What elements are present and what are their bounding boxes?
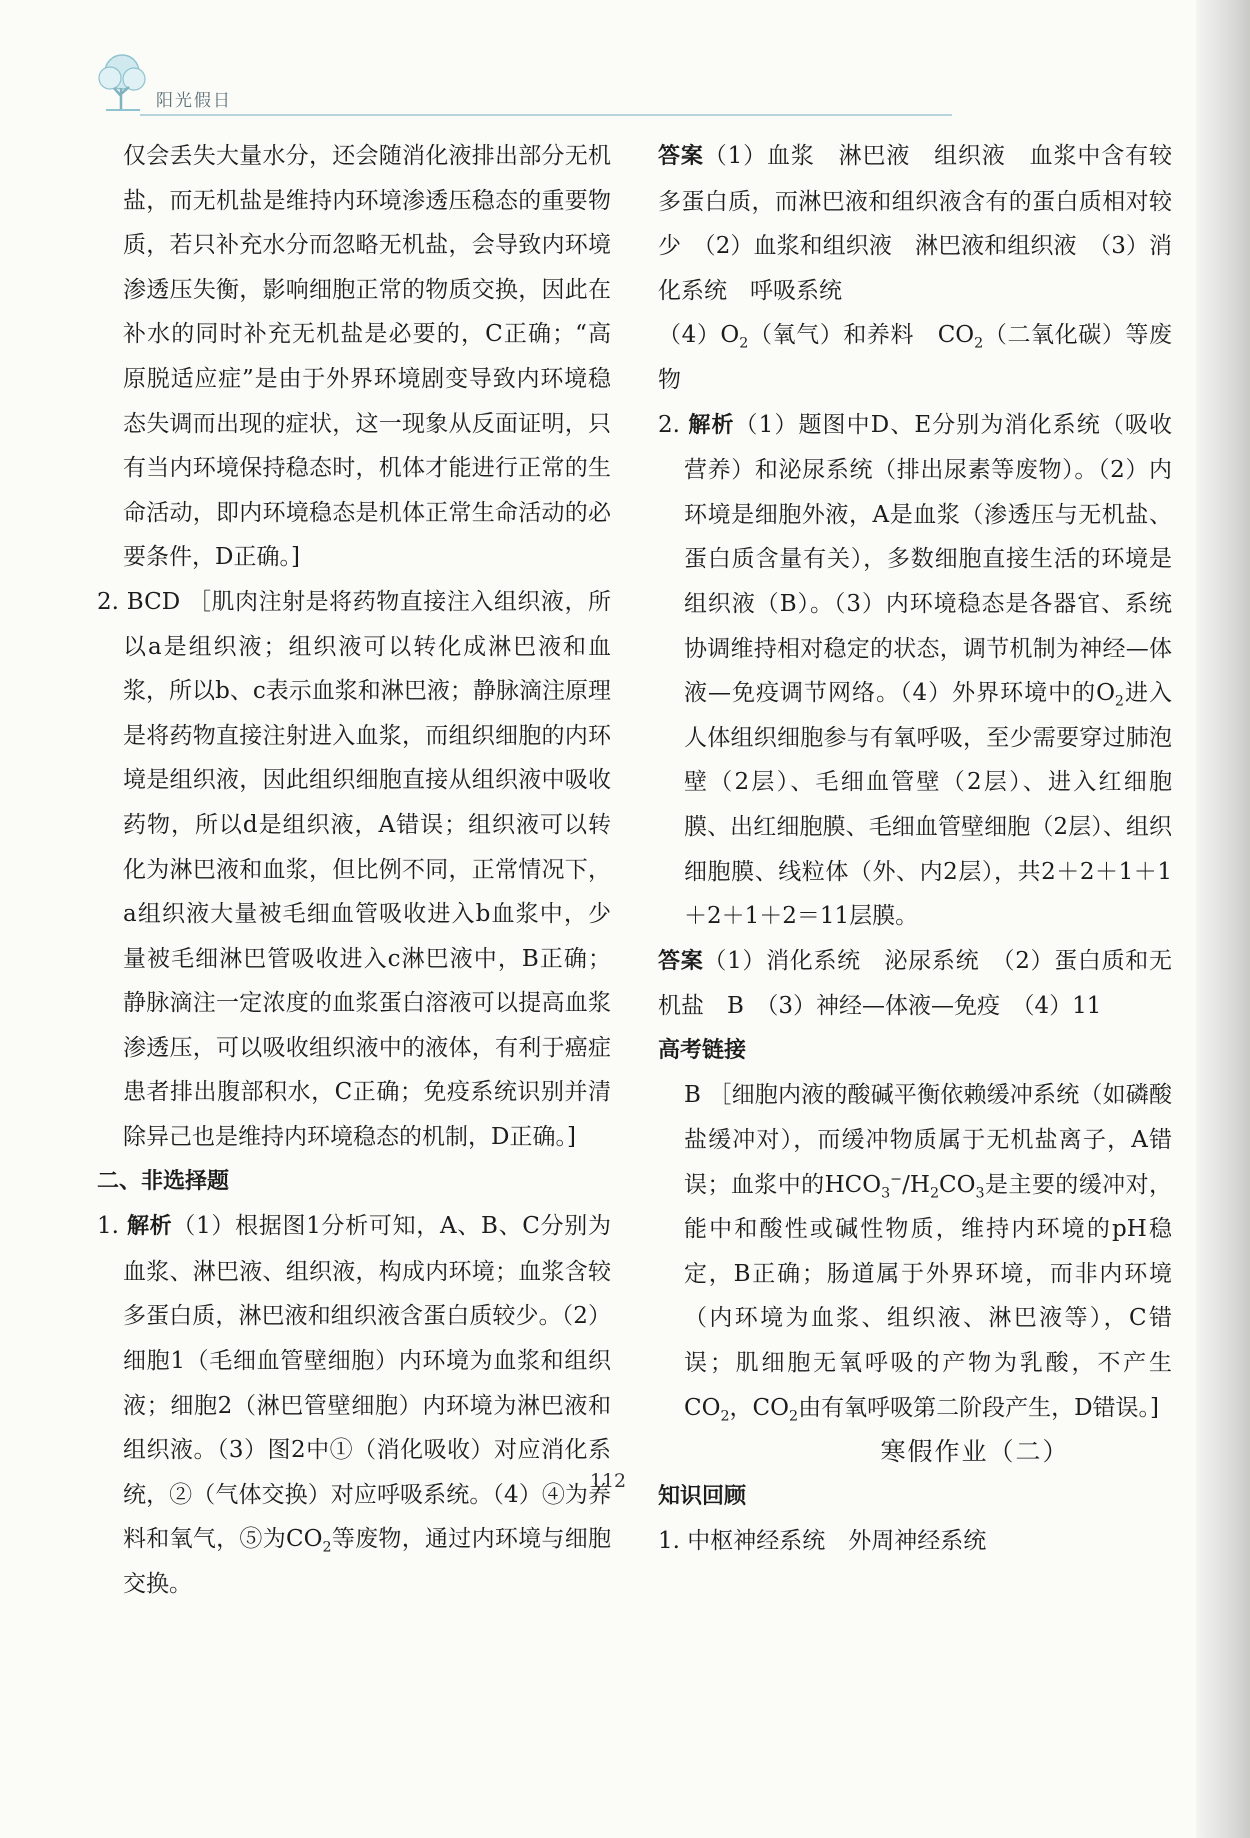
hco3-text: HCO [824, 1171, 882, 1198]
page-edge-shadow [1196, 0, 1250, 1838]
comma: ， [729, 1394, 753, 1421]
answer-label: 答案 [658, 144, 704, 169]
subscript: 2 [929, 1185, 940, 1202]
subscript: 3 [975, 1185, 985, 1202]
analysis-tail: 等废物，通过内环境与细胞交换。 [123, 1526, 612, 1597]
co2-text: CO [684, 1394, 721, 1421]
subscript: 2 [322, 1540, 332, 1556]
question-1-analysis [97, 1204, 611, 1606]
knowledge-heading: 知识回顾 [658, 1483, 747, 1509]
analysis-text: （1）根据图1分析可知，A、B、C分别为血浆、淋巴液、组织液，构成内环境；血浆含较多蛋白质，淋巴液和组织液含蛋白质较少。（2）细胞1（毛细血管壁细胞）内环境为血浆和组织液；细胞2（淋巴管壁细胞）内环境为淋巴液和组织液。（3）图2中①（消化吸收）对应消化系统，②（气体交换）对应呼吸系统。（4）④为养料和氧气，⑤为 [123, 1213, 611, 1553]
subscript: 2 [789, 1408, 799, 1425]
tree-logo-icon [92, 52, 152, 114]
co2-text: CO [752, 1394, 790, 1421]
question-number: 2. [658, 411, 680, 438]
answer-text-tail: （二氧化碳）等废物 [658, 322, 1172, 393]
analysis-label: 解析 [688, 412, 735, 438]
gaokao-text: B ［细胞内液的酸碱平衡依赖缓冲系统（如磷酸盐缓冲对），而缓冲物质属于无机盐离子，A错误；血浆中的 [684, 1082, 1172, 1198]
page-number: 112 [589, 1470, 627, 1492]
answer-text-o2: （4）O [658, 322, 740, 349]
subscript: 2 [974, 335, 984, 352]
header-rule [140, 114, 952, 116]
question-2-answer: 2. BCD ［肌肉注射是将药物直接注入组织液，所以a是组织液；组织液可以转化成淋巴液和血浆，所以b、c表示血浆和淋巴液；静脉滴注原理是将药物直接注射进入血浆，而组织细胞的内环境是组织液，因此组织细胞直接从组织液中吸收药物，所以d是组织液，A错误；组织液可以转化为淋巴液和血浆，但比例不同，正常情况下，a组织液大量被毛细血管吸收进入b血浆中，少量被毛细淋巴管吸收进入c淋巴液中，B正确；静脉滴注一定浓度的血浆蛋白溶液可以提高血浆渗透压，可以吸收组织液中的液体，有利于癌症患者排出腹部积水，C正确；免疫系统识别并清除异己也是维持内环境稳态的机制，D正确。] [97, 588, 611, 1151]
prev-answer-continuation: 仅会丢失大量水分，还会随消化液排出部分无机盐，而无机盐是维持内环境渗透压稳态的重要物质，若只补充水分而忽略无机盐，会导致内环境渗透压失衡，影响细胞正常的物质交换，因此在补水的同时补充无机盐是必要的，C正确；“高原脱适应症”是由于外界环境剧变导致内环境稳态失调而出现的症状，这一现象从反面证明，只有当内环境保持稳态时，机体才能进行正常的生命活动，即内环境稳态是机体正常生命活动的必要条件，D正确。] [123, 143, 611, 571]
question-2-analysis [658, 403, 1172, 939]
question-number: 1. [97, 1213, 119, 1240]
subscript: 2 [739, 335, 749, 352]
header-title: 阳光假日 [156, 91, 232, 111]
chapter-title: 寒假作业（二） [880, 1437, 1070, 1467]
gaokao-text-tail: 由有氧呼吸第二阶段产生，D错误。] [798, 1394, 1160, 1421]
knowledge-item-1: 1. 中枢神经系统 外周神经系统 [658, 1528, 987, 1555]
co2-text: CO [286, 1526, 323, 1553]
analysis-text: （1）题图中D、E分别为消化系统（吸收营养）和泌尿系统（排出尿素等废物）。（2）内环境是细胞外液，A是血浆（渗透压与无机盐、蛋白质含量有关），多数细胞直接生活的环境是组织液（B）。（3）内环境稳态是各器官、系统协调维持相对稳定的状态，调节机制为神经—体液—免疫调节网络。（4）外界环境中的O [684, 411, 1172, 707]
answer-label: 答案 [658, 948, 704, 974]
answer-text: （1）血浆 淋巴液 组织液 血浆中含有较多蛋白质，而淋巴液和组织液含有的蛋白质相对较少 （2）血浆和组织液 淋巴液和组织液 （3）消化系统 呼吸系统 [658, 143, 1172, 304]
gaokao-text-cont: 是主要的缓冲对，能中和酸性或碱性物质，维持内环境的pH稳定，B正确；肠道属于外界环境，而非内环境（内环境为血浆、组织液、淋巴液等），C错误；肌细胞无氧呼吸的产物为乳酸，不产生 [684, 1171, 1172, 1377]
h2co3-text-cont: CO [939, 1171, 976, 1198]
answer-2 [658, 939, 1172, 1029]
answer-1 [658, 134, 1172, 403]
running-header [92, 52, 952, 122]
answer-text: （1）消化系统 泌尿系统 （2）蛋白质和无机盐 B （3）神经—体液—免疫 （4）11 [658, 947, 1172, 1020]
superscript: − [890, 1171, 903, 1187]
h2co3-text: /H [902, 1171, 930, 1198]
section-heading-nonchoice: 二、非选择题 [97, 1168, 230, 1194]
right-column [658, 134, 1172, 1564]
subscript: 2 [720, 1408, 730, 1425]
gaokao-answer [658, 1073, 1172, 1430]
answer-text-co2: （氧气）和养料 CO [748, 322, 975, 349]
subscript: 2 [1114, 693, 1124, 710]
gaokao-heading: 高考链接 [658, 1037, 747, 1063]
analysis-text-cont: 进入人体组织细胞参与有氧呼吸，至少需要穿过肺泡壁（2层）、毛细血管壁（2层）、进入红细胞膜、出红细胞膜、毛细血管壁细胞（2层）、组织细胞膜、线粒体（外、内2层），共2＋2＋1＋1＋2＋1＋2＝11层膜。 [684, 680, 1172, 930]
analysis-label: 解析 [126, 1214, 173, 1240]
left-column [97, 134, 611, 1607]
subscript: 3 [881, 1185, 891, 1202]
